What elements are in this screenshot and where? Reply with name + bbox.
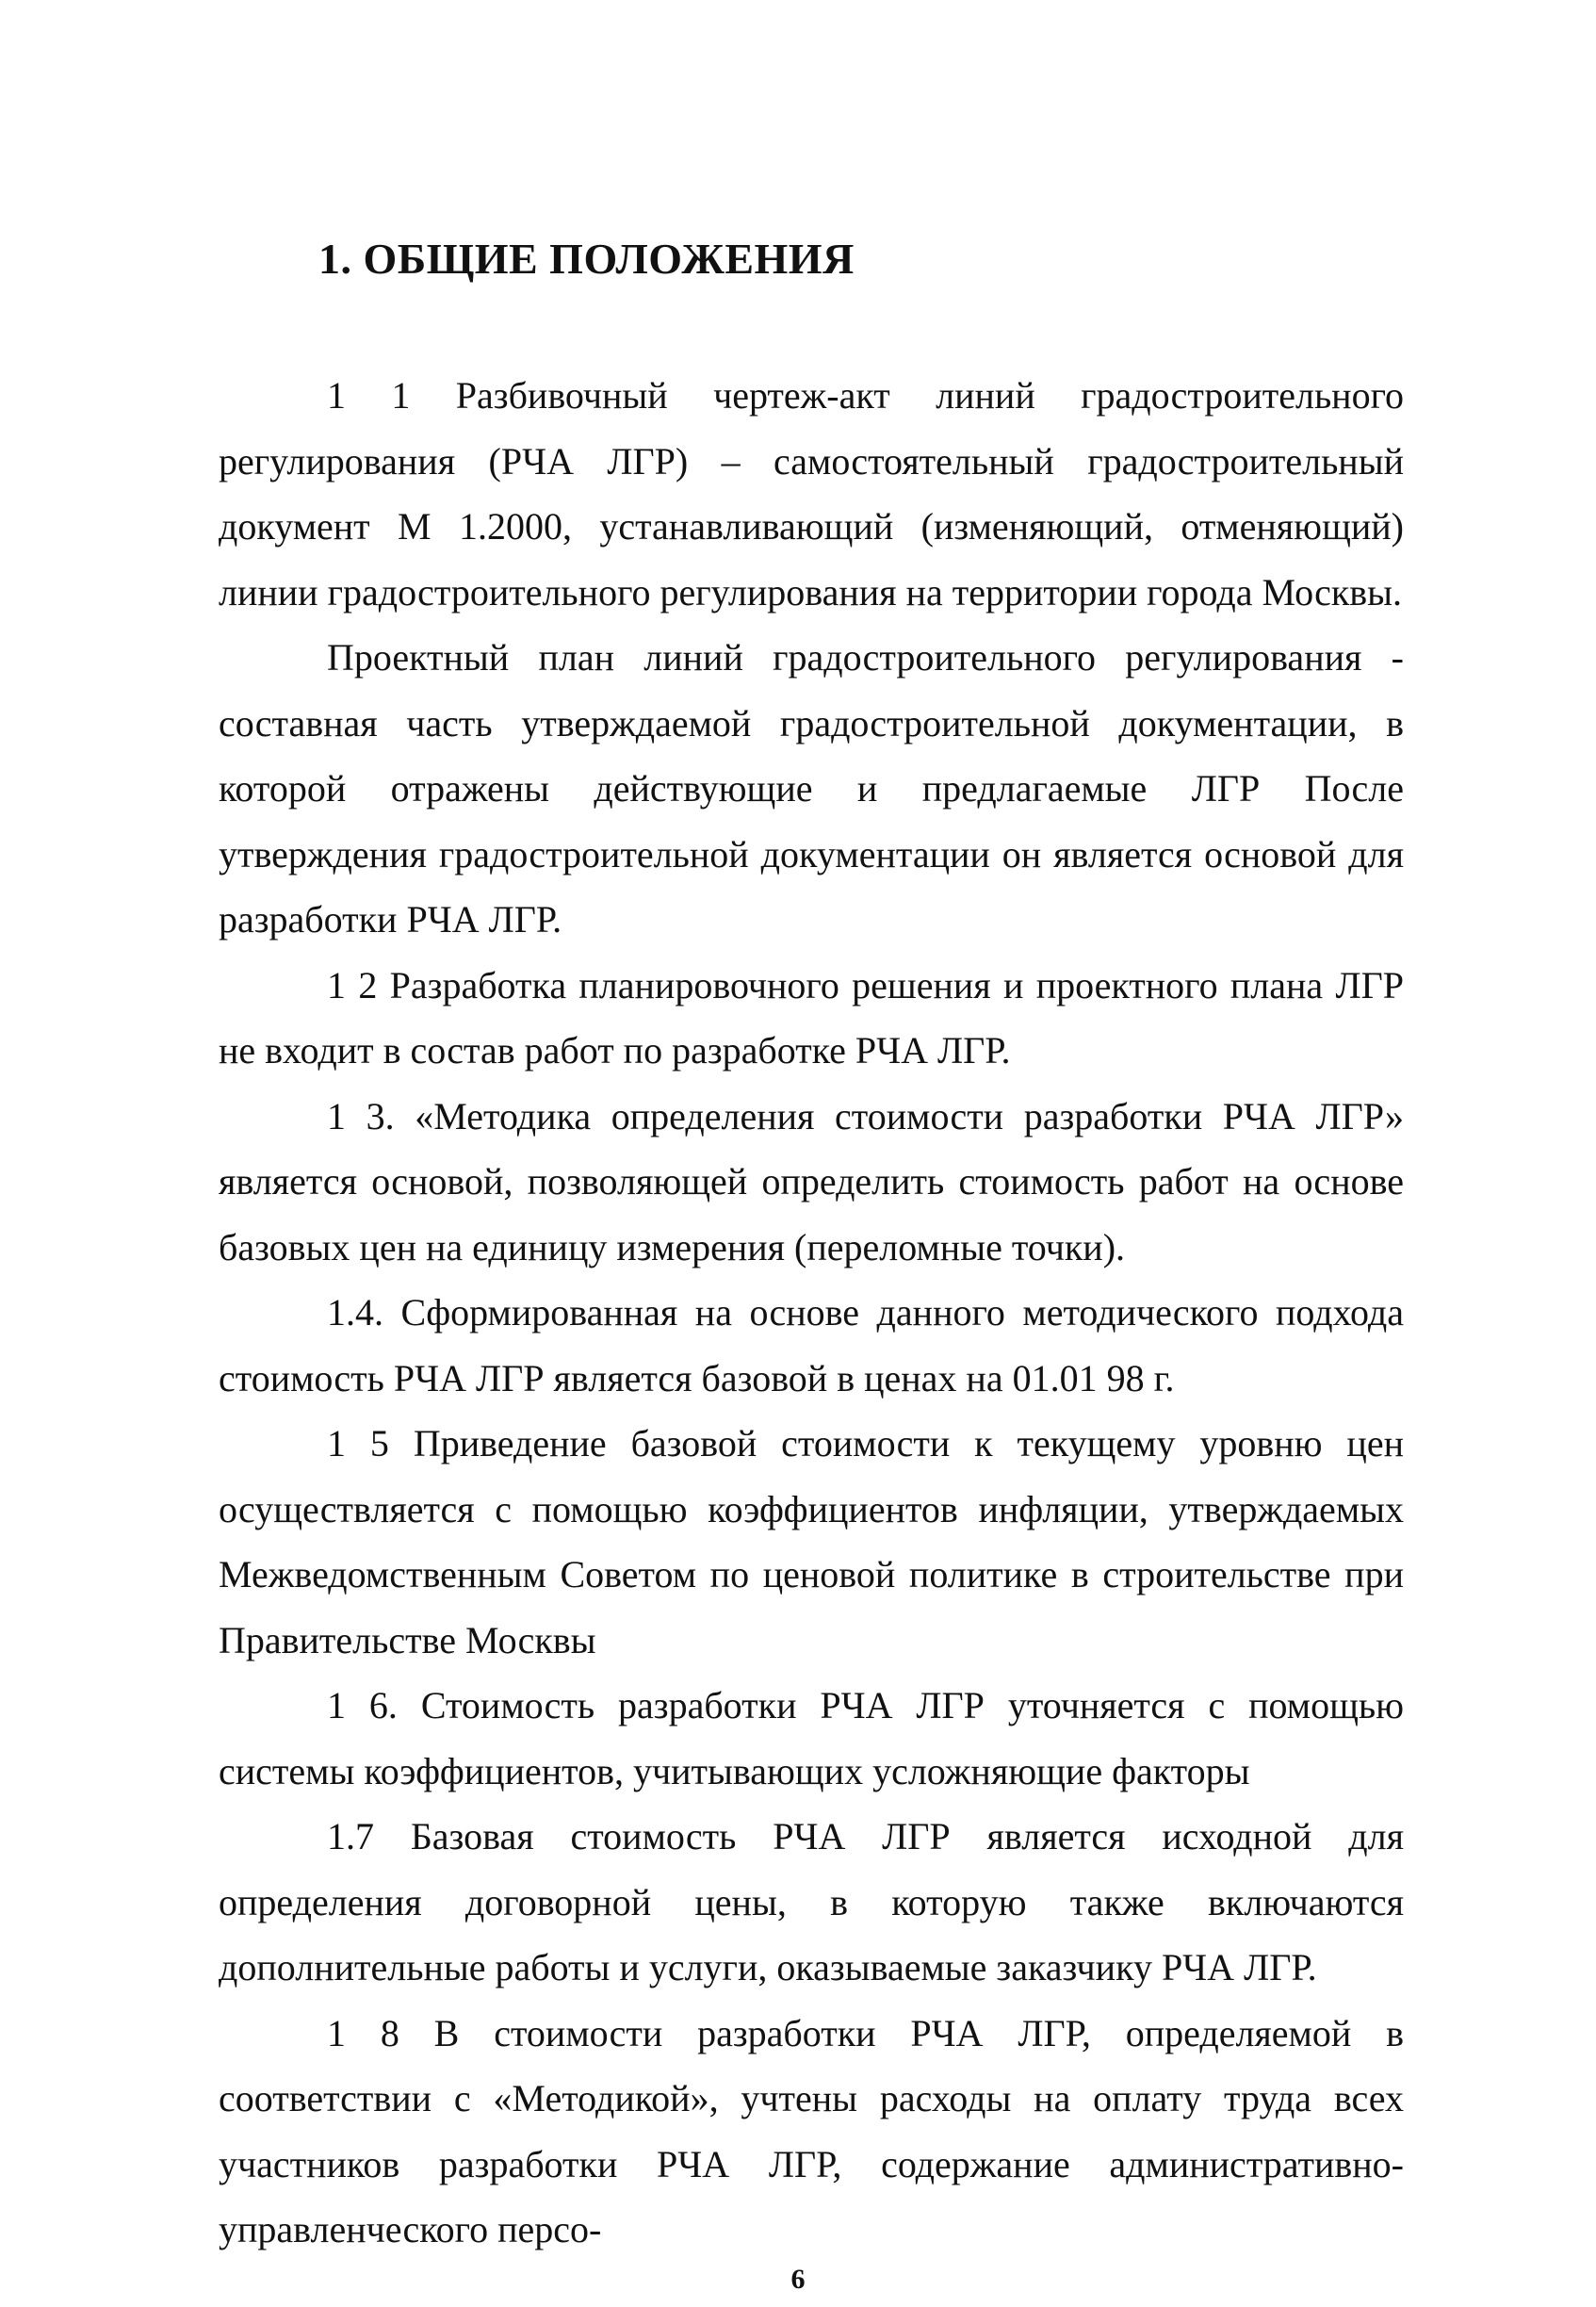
paragraph-1-8: 1 8 В стоимости разработки РЧА ЛГР, определяемой в соответствии с «Методикой», учтены расходы на оплату труда всех участников разработки РЧА ЛГР, содержание административно-управленческого персо- xyxy=(219,2011,1404,2250)
body-text xyxy=(219,363,1404,2263)
paragraph-1-5: 1 5 Приведение базовой стоимости к текущему уровню цен осуществляется с помощью коэффициентов инфляции, утверждаемых Межведомственным Советом по ценовой политике в строительстве при Правительстве Москвы xyxy=(219,1422,1404,1661)
paragraph-1-7: 1.7 Базовая стоимость РЧА ЛГР является исходной для определения договорной цены, в которую также включаются дополнительные работы и услуги, оказываемые заказчику РЧА ЛГР. xyxy=(219,1815,1404,1988)
page-number: 6 xyxy=(790,2264,806,2295)
paragraph-1-1: 1 1 Разбивочный чертеж-акт линий градостроительного регулирования (РЧА ЛГР) – самостоятельный градостроительный документ М 1.2000, устанавливающий (изменяющий, отменяющий) линии градостроительного регулирования на территории города Москвы. xyxy=(219,374,1404,614)
paragraph-1-4: 1.4. Сформированная на основе данного методического подхода стоимость РЧА ЛГР является базовой в ценах на 01.01 98 г. xyxy=(219,1291,1404,1399)
paragraph-1-3: 1 3. «Методика определения стоимости разработки РЧА ЛГР» является основой, позволяющей определить стоимость работ на основе базовых цен на единицу измерения (переломные точки). xyxy=(219,1094,1404,1268)
paragraph-1-2: 1 2 Разработка планировочного решения и проектного плана ЛГР не входит в состав работ по разработке РЧА ЛГР. xyxy=(219,963,1404,1072)
paragraph-project-plan: Проектный план линий градостроительного регулирования - составная часть утверждаемой градостроительной документации, в которой отражены действующие и предлагаемые ЛГР После утверждения градостроительной документации он является основой для разработки РЧА ЛГР. xyxy=(219,636,1404,941)
section-heading: 1. ОБЩИЕ ПОЛОЖЕНИЯ xyxy=(318,235,855,283)
paragraph-1-6: 1 6. Стоимость разработки РЧА ЛГР уточняется с помощью системы коэффициентов, учитывающих усложняющие факторы xyxy=(219,1684,1404,1792)
